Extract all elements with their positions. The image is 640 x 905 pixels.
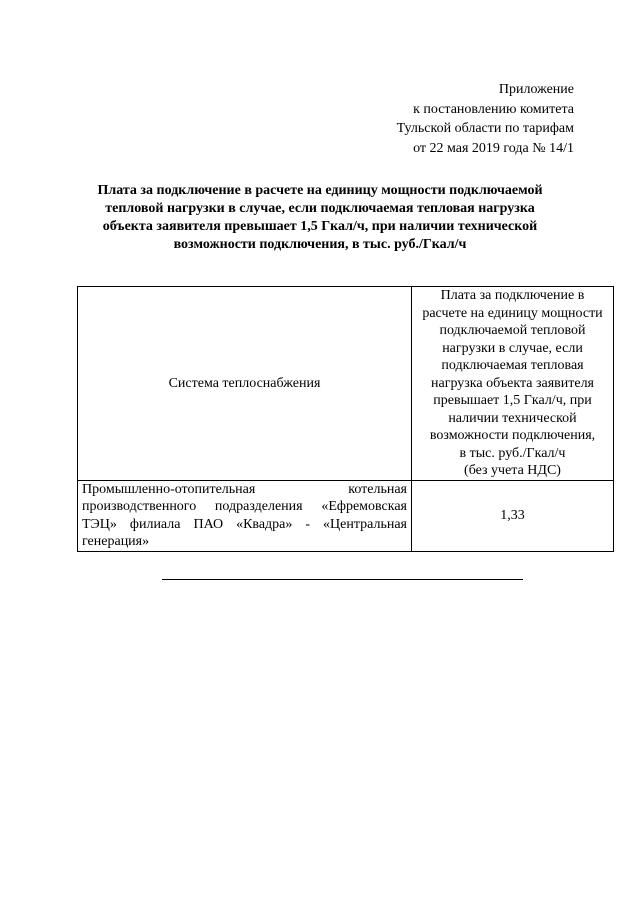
title-line-2: тепловой нагрузки в случае, если подключаемая тепловая нагрузка	[105, 201, 535, 216]
header-fee-line: наличии технической	[448, 410, 577, 426]
header-fee-line: Плата за подключение в	[440, 288, 585, 303]
header-fee-line: превышает 1,5 Гкал/ч, при	[433, 393, 592, 408]
fee-value-cell: 1,33	[412, 480, 614, 551]
fee-table	[77, 286, 614, 552]
appendix-block	[397, 80, 574, 158]
appendix-line-3: Тульской области по тарифам	[396, 121, 574, 136]
header-fee-line: нагрузки в случае, если	[442, 340, 583, 356]
header-fee-line: расчете на единицу мощности	[422, 305, 603, 321]
title-line-3: объекта заявителя превышает 1,5 Гкал/ч, при наличии технической	[102, 219, 538, 234]
table-header-row	[78, 287, 614, 481]
header-fee-line: возможности подключения,	[429, 428, 596, 443]
system-name-cell: Промышленно-отопительная котельная производственного подразделения «Ефремовская ТЭЦ» филиала ПАО «Квадра» - «Центральная генерация»	[78, 480, 412, 551]
header-fee-line: нагрузка объекта заявителя	[431, 375, 594, 391]
appendix-line-2: к постановлению комитета	[413, 101, 574, 117]
closing-rule	[162, 579, 523, 580]
header-fee-line: подключаемой тепловой	[439, 323, 586, 338]
table-row	[78, 480, 614, 551]
header-fee-line: подключаемая тепловая	[441, 358, 584, 373]
header-fee-line: в тыс. руб./Гкал/ч	[459, 445, 566, 461]
header-fee-line: (без учета НДС)	[464, 463, 561, 478]
appendix-line-4: от 22 мая 2019 года № 14/1	[413, 140, 574, 156]
title-line-1: Плата за подключение в расчете на единицу мощности подключаемой	[97, 183, 543, 198]
header-system: Система теплоснабжения	[78, 287, 412, 481]
appendix-line-1: Приложение	[498, 82, 574, 97]
document-title	[60, 182, 580, 254]
header-fee	[412, 287, 614, 481]
title-line-4: возможности подключения, в тыс. руб./Гкал/ч	[173, 237, 467, 252]
